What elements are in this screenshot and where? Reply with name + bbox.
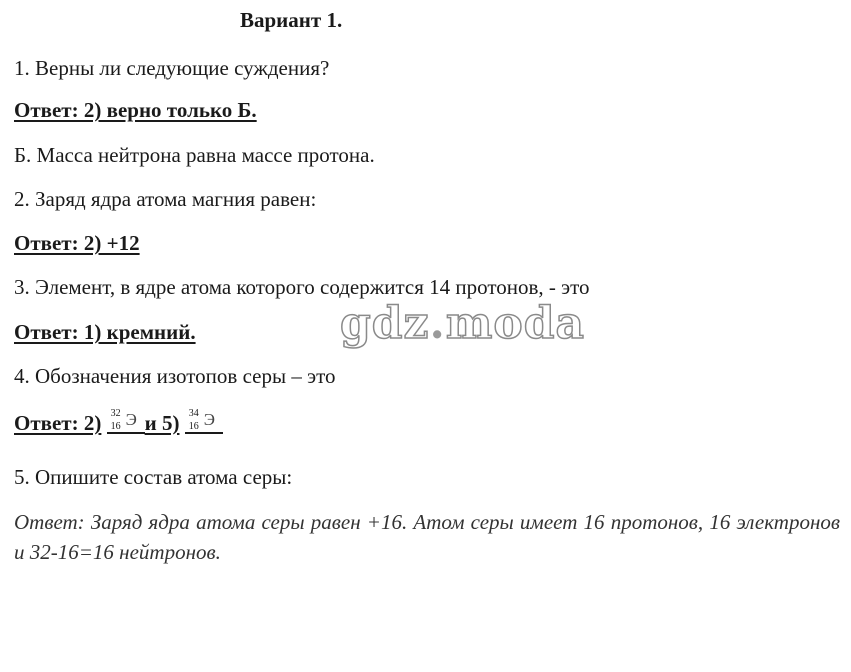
isotope-1-mass: 32 xyxy=(110,408,121,419)
isotope-2-mass: 34 xyxy=(188,408,199,419)
watermark-dot: . xyxy=(429,298,446,349)
isotope-1-number: 16 xyxy=(110,421,121,432)
watermark-logo xyxy=(340,298,585,349)
watermark-right: moda xyxy=(445,298,586,349)
answer-2: Ответ: 2) +12 xyxy=(14,231,140,255)
answer-4-prefix: Ответ: 2) xyxy=(14,411,102,435)
isotope-1-symbol: Э xyxy=(125,410,137,429)
answer-3: Ответ: 1) кремний. xyxy=(14,320,196,344)
isotope-2 xyxy=(185,408,223,434)
question-2: 2. Заряд ядра атома магния равен: xyxy=(14,187,317,211)
page-title: Вариант 1. xyxy=(240,8,343,32)
question-3: 3. Элемент, в ядре атома которого содержится 14 протонов, - это xyxy=(14,275,590,299)
answer-5: Ответ: Заряд ядра атома серы равен +16. Атом серы имеет 16 протонов, 16 электронов и 32-16=16 нейтронов. xyxy=(14,510,840,564)
answer-4-middle: и 5) xyxy=(144,411,180,435)
question-1: 1. Верны ли следующие суждения? xyxy=(14,56,330,80)
isotope-2-symbol: Э xyxy=(203,410,215,429)
question-5: 5. Опишите состав атома серы: xyxy=(14,465,293,489)
statement-b: Б. Масса нейтрона равна массе протона. xyxy=(14,143,375,167)
question-4: 4. Обозначения изотопов серы – это xyxy=(14,364,336,388)
isotope-2-number: 16 xyxy=(188,421,199,432)
answer-1: Ответ: 2) верно только Б. xyxy=(14,98,257,122)
isotope-1 xyxy=(107,408,145,434)
answer-4 xyxy=(14,408,223,435)
watermark-left: gdz xyxy=(340,298,430,349)
